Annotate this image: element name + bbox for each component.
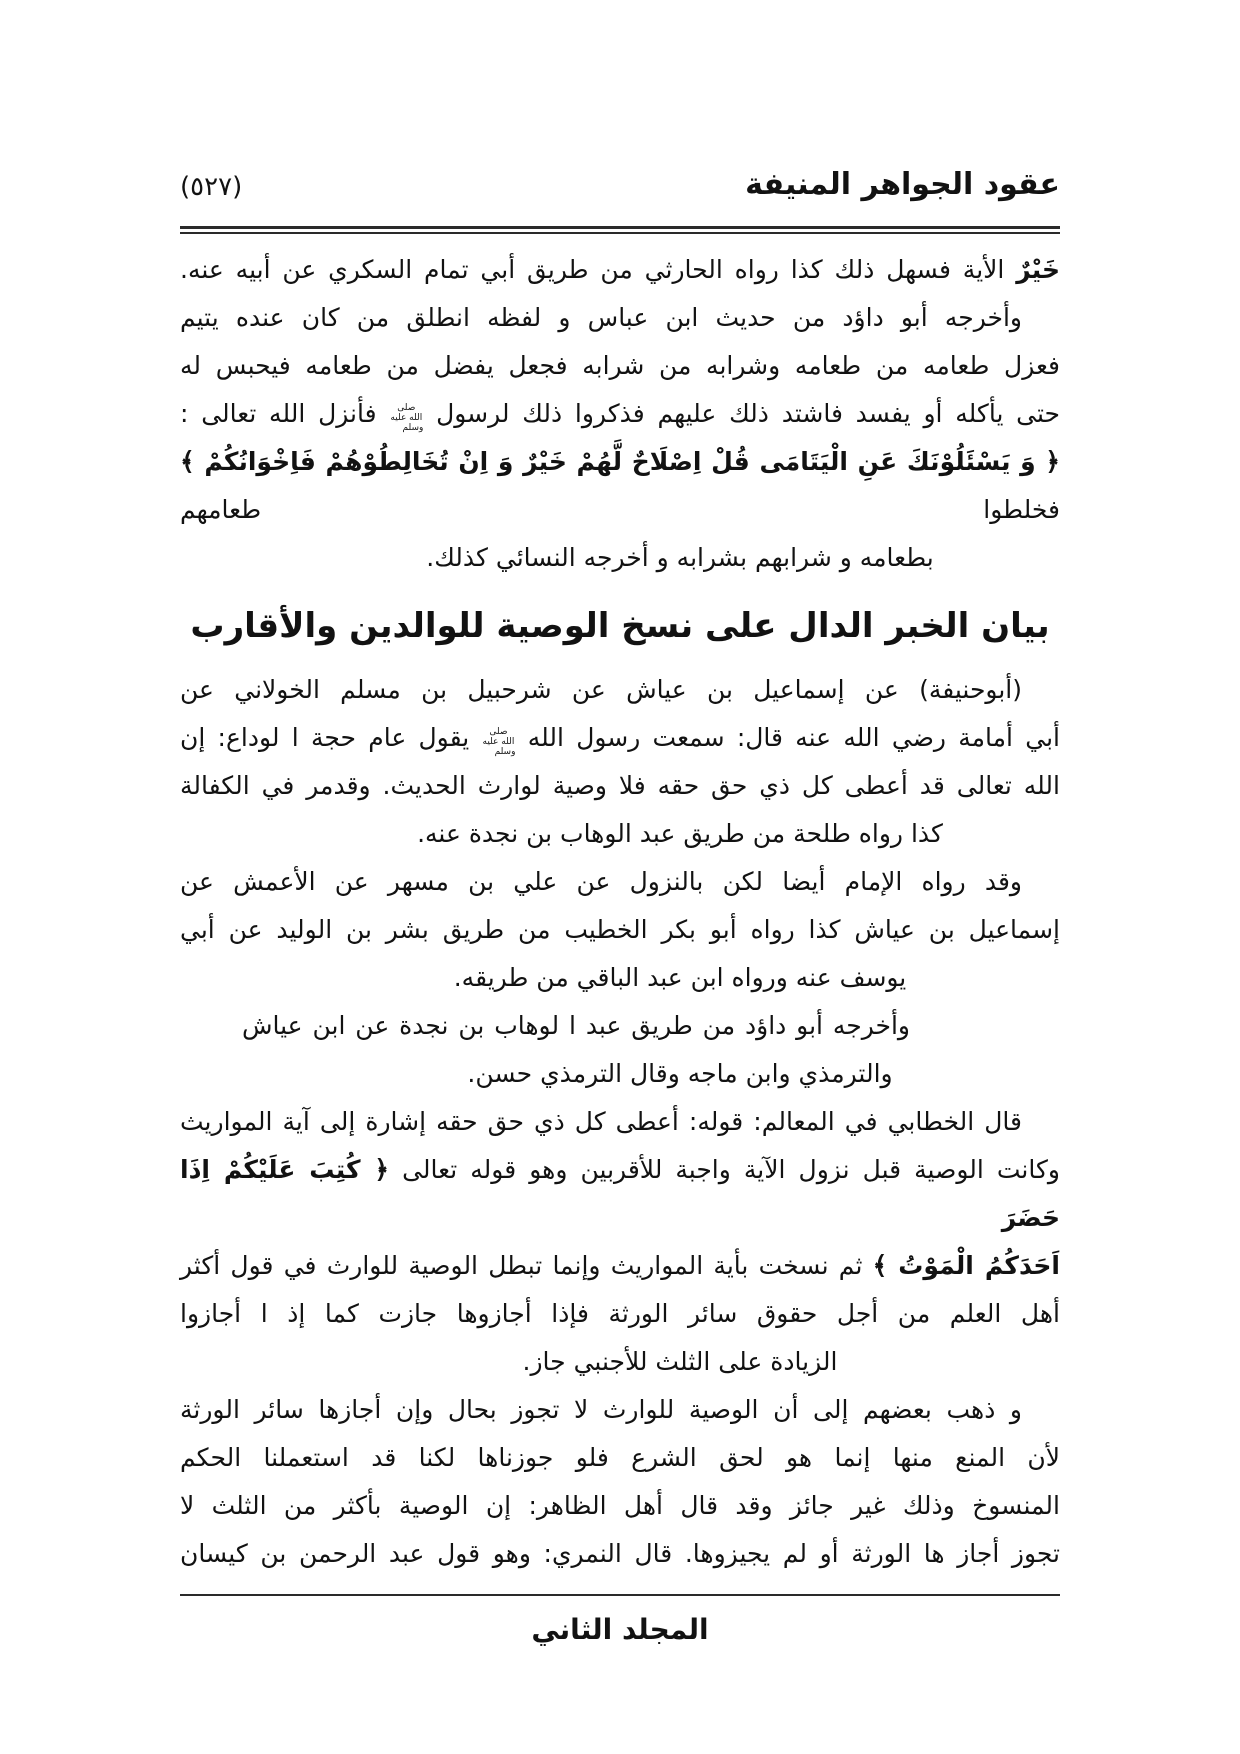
text-line — [180, 1482, 1060, 1530]
line-text: إسماعيل بن عياش كذا رواه أبو بكر الخطيب من طريق بشر بن الوليد عن أبي — [180, 915, 1060, 944]
text-line — [180, 534, 1060, 582]
body-text — [180, 246, 1060, 1578]
line-text: قال الخطابي في المعالم: قوله: أعطى كل ذي حق حقه إشارة إلى آية المواريث — [180, 1107, 1022, 1136]
text-line — [180, 390, 1060, 438]
page-number: (٥٢٧) — [180, 172, 243, 202]
salawat-mark: صلى الله عليه وسلم — [482, 727, 516, 757]
line-text: الزيادة على الثلث للأجنبي جاز. — [522, 1347, 838, 1376]
text-line — [180, 906, 1060, 954]
line-text: لأن المنع منها إنما هو لحق الشرع فلو جوزناها لكنا قد استعملنا الحكم — [180, 1443, 1060, 1472]
text-line — [180, 1242, 1060, 1290]
line-text: يوسف عنه ورواه ابن عبد الباقي من طريقه. — [453, 963, 907, 992]
text-line — [180, 1434, 1060, 1482]
quran-quote: ﴿ كُتِبَ عَلَيْكُمْ اِذَا حَضَرَ — [180, 1155, 1060, 1232]
line-text: تجوز أجاز ها الورثة أو لم يجيزوها. قال النمري: وهو قول عبد الرحمن بن كيسان — [180, 1539, 1060, 1568]
book-title: عقود الجواهر المنيفة — [745, 167, 1060, 202]
section-heading: بيان الخبر الدال على نسخ الوصية للوالدين والأقارب — [190, 606, 1050, 646]
text-line — [180, 714, 1060, 762]
line-text: فخلطوا طعامهم — [180, 495, 1060, 524]
quran-quote: اَحَدَكُمُ الْمَوْتُ ﴾ — [872, 1251, 1060, 1280]
text-line — [180, 294, 1060, 342]
line-text: وقد رواه الإمام أيضا لكن بالنزول عن علي بن مسهر عن الأعمش عن — [180, 867, 1022, 896]
quran-quote: خَيْرٌ — [1016, 255, 1060, 284]
text-line — [180, 342, 1060, 390]
text-line — [180, 666, 1060, 714]
line-text: (أبوحنيفة) عن إسماعيل بن عياش عن شرحبيل بن مسلم الخولاني عن — [180, 675, 1022, 704]
line-text: المنسوخ وذلك غير جائز وقد قال أهل الظاهر: إن الوصية بأكثر من الثلث لا — [180, 1491, 1060, 1520]
line-text: فعزل طعامه من طعامه وشرابه من شرابه فجعل يفضل من طعامه فيحبس له — [180, 351, 1060, 380]
text-line — [180, 762, 1060, 810]
text-line — [180, 1050, 1060, 1098]
page-header — [180, 150, 1060, 202]
line-text: ثم نسخت بأية المواريث وإنما تبطل الوصية للوارث في قول أكثر — [180, 1251, 873, 1280]
footer-rule — [180, 1594, 1060, 1596]
text-line — [180, 1338, 1060, 1386]
line-text: وأخرجه أبو داؤد من طريق عبد ا لوهاب بن نجدة عن ابن عياش — [242, 1011, 910, 1040]
text-line — [180, 1386, 1060, 1434]
text-line — [180, 954, 1060, 1002]
text-line — [180, 810, 1060, 858]
quran-quote: ﴿ وَ يَسْئَلُوْنَكَ عَنِ الْيَتَامَى قُلْ اِصْلَاحٌ لَّهُمْ خَيْرٌ وَ اِنْ تُخَالِطُوْهُمْ فَاِخْوَانُكُمْ ﴾ — [180, 447, 1060, 476]
page-content — [180, 150, 1060, 1654]
line-text: بطعامه و شرابهم بشرابه و أخرجه النسائي كذلك. — [426, 543, 934, 572]
line-text: والترمذي وابن ماجه وقال الترمذي حسن. — [467, 1059, 893, 1088]
line-text: وكانت الوصية قبل نزول الآية واجبة للأقربين وهو قوله تعالى — [389, 1155, 1060, 1184]
text-line — [180, 438, 1060, 534]
text-line — [180, 1002, 1060, 1050]
line-text: فأنزل الله تعالى : — [180, 399, 390, 428]
text-line — [180, 1146, 1060, 1242]
text-line — [180, 858, 1060, 906]
text-line — [180, 1290, 1060, 1338]
salawat-mark: صلى الله عليه وسلم — [390, 403, 424, 433]
text-line — [180, 1098, 1060, 1146]
line-text: و ذهب بعضهم إلى أن الوصية للوارث لا تجوز بحال وإن أجازها سائر الورثة — [180, 1395, 1022, 1424]
text-line — [180, 246, 1060, 294]
line-text: كذا رواه طلحة من طريق عبد الوهاب بن نجدة عنه. — [417, 819, 943, 848]
line-text: أبي أمامة رضي الله عنه قال: سمعت رسول الله — [515, 723, 1060, 752]
line-text: الله تعالى قد أعطى كل ذي حق حقه فلا وصية لوارث الحديث. وقدمر في الكفالة — [180, 771, 1060, 800]
line-text: أهل العلم من أجل حقوق سائر الورثة فإذا أجازوها جازت كما إذ ا أجازوا — [180, 1299, 1060, 1328]
header-rule — [180, 226, 1060, 234]
line-text: حتى يأكله أو يفسد فاشتد ذلك عليهم فذكروا ذلك لرسول — [423, 399, 1061, 428]
line-text: وأخرجه أبو داؤد من حديث ابن عباس و لفظه انطلق من كان عنده يتيم — [180, 303, 1022, 332]
volume-label: المجلد الثاني — [531, 1613, 709, 1646]
text-line — [180, 1530, 1060, 1578]
line-text: يقول عام حجة ا لوداع: إن — [180, 723, 482, 752]
line-text: الأية فسهل ذلك كذا رواه الحارثي من طريق أبي تمام السكري عن أبيه عنه. — [180, 255, 1017, 284]
